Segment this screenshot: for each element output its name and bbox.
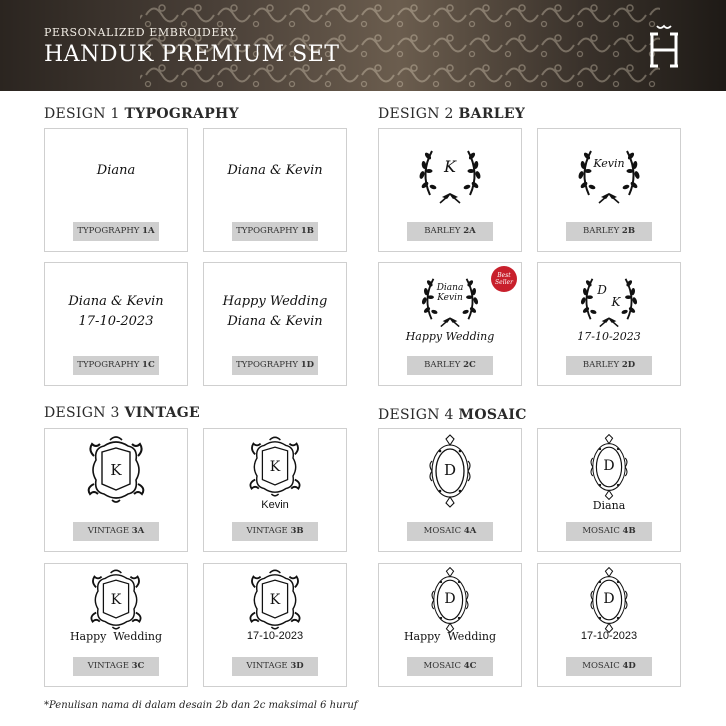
best-seller-badge bbox=[491, 266, 517, 292]
design-card-1d[interactable] bbox=[203, 262, 347, 386]
design-label: BARLEY 2A bbox=[407, 222, 493, 241]
monogram-letter: D bbox=[597, 283, 607, 297]
monogram-letter: K bbox=[269, 459, 281, 475]
hero-banner bbox=[0, 0, 726, 91]
design-label: VINTAGE 3A bbox=[73, 522, 159, 541]
design-card-3a[interactable] bbox=[44, 428, 188, 552]
design-card-3d[interactable] bbox=[203, 563, 347, 687]
design-card-1a[interactable] bbox=[44, 128, 188, 252]
monogram-name: Kevin bbox=[437, 293, 463, 303]
script-text: Happy Wedding bbox=[222, 294, 328, 309]
design-label: TYPOGRAPHY 1C bbox=[73, 356, 159, 375]
caption-text: Happy Wedding bbox=[405, 330, 495, 343]
script-text: Diana & Kevin bbox=[68, 294, 164, 309]
script-text: Diana & Kevin bbox=[227, 314, 323, 329]
design-label: VINTAGE 3D bbox=[232, 657, 318, 676]
monogram-letter: D bbox=[603, 591, 615, 607]
section-title-barley: DESIGN 2 BARLEY bbox=[378, 106, 526, 122]
section-title-typography: DESIGN 1 TYPOGRAPHY bbox=[44, 106, 239, 122]
badge-line: Seller bbox=[495, 279, 513, 286]
design-card-1b[interactable] bbox=[203, 128, 347, 252]
design-label: MOSAIC 4B bbox=[566, 522, 652, 541]
design-card-3b[interactable] bbox=[203, 428, 347, 552]
caption-text: Diana bbox=[592, 499, 626, 512]
brand-logo-icon bbox=[646, 24, 682, 68]
design-label: MOSAIC 4C bbox=[407, 657, 493, 676]
design-card-4c[interactable] bbox=[378, 563, 522, 687]
monogram-letter: K bbox=[269, 592, 281, 608]
caption-text: Kevin bbox=[261, 499, 289, 511]
design-label: BARLEY 2D bbox=[566, 356, 652, 375]
design-label: MOSAIC 4A bbox=[407, 522, 493, 541]
design-card-4b[interactable] bbox=[537, 428, 681, 552]
monogram-letter: D bbox=[444, 591, 456, 607]
design-label: BARLEY 2B bbox=[566, 222, 652, 241]
section-title-mosaic: DESIGN 4 MOSAIC bbox=[378, 407, 527, 423]
design-label: TYPOGRAPHY 1D bbox=[232, 356, 318, 375]
monogram-name: Kevin bbox=[593, 157, 625, 170]
design-label: BARLEY 2C bbox=[407, 356, 493, 375]
script-date: 17-10-2023 bbox=[78, 314, 154, 329]
monogram-letter: K bbox=[611, 295, 621, 309]
footnote: *Penulisan nama di dalam desain 2b dan 2c maksimal 6 huruf bbox=[44, 700, 358, 711]
script-text: Diana & Kevin bbox=[227, 163, 323, 178]
design-card-3c[interactable] bbox=[44, 563, 188, 687]
badge-line: Best bbox=[497, 272, 511, 279]
design-card-4a[interactable] bbox=[378, 428, 522, 552]
design-label: VINTAGE 3B bbox=[232, 522, 318, 541]
monogram-name: Diana bbox=[436, 283, 464, 293]
monogram-letter: K bbox=[444, 157, 456, 176]
monogram-letter: K bbox=[110, 461, 122, 479]
design-label: TYPOGRAPHY 1A bbox=[73, 222, 159, 241]
caption-date: 17-10-2023 bbox=[246, 630, 304, 642]
monogram-letter: K bbox=[110, 592, 122, 608]
script-text: Diana bbox=[96, 163, 136, 178]
design-label: TYPOGRAPHY 1B bbox=[232, 222, 318, 241]
design-card-2d[interactable] bbox=[537, 262, 681, 386]
caption-text: Happy Wedding bbox=[403, 630, 497, 643]
design-card-4d[interactable] bbox=[537, 563, 681, 687]
hero-title: HANDUK PREMIUM SET bbox=[44, 42, 340, 67]
caption-date: 17-10-2023 bbox=[580, 630, 638, 642]
section-title-vintage: DESIGN 3 VINTAGE bbox=[44, 405, 200, 421]
caption-date: 17-10-2023 bbox=[577, 330, 641, 343]
design-card-2b[interactable] bbox=[537, 128, 681, 252]
design-card-1c[interactable] bbox=[44, 262, 188, 386]
design-card-2a[interactable] bbox=[378, 128, 522, 252]
caption-text: Happy Wedding bbox=[69, 630, 163, 643]
hero-subtitle: PERSONALIZED EMBROIDERY bbox=[44, 26, 237, 39]
monogram-letter: D bbox=[603, 458, 615, 474]
barley-wreath-icon bbox=[538, 129, 680, 219]
monogram-letter: D bbox=[443, 461, 457, 479]
design-label: VINTAGE 3C bbox=[73, 657, 159, 676]
design-label: MOSAIC 4D bbox=[566, 657, 652, 676]
